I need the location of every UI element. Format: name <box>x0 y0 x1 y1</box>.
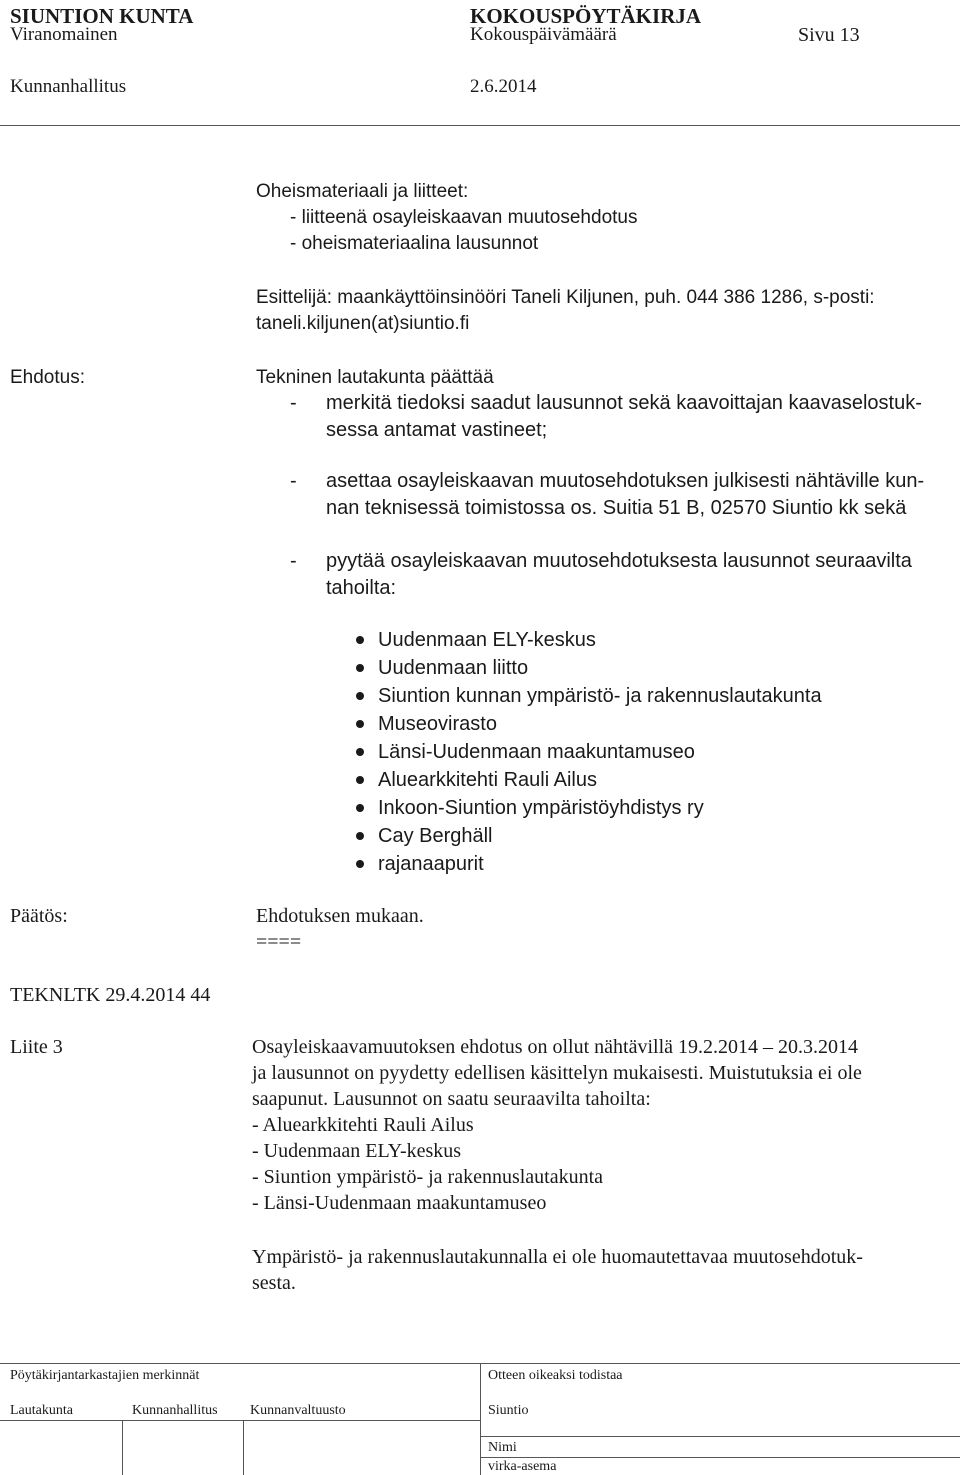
footer-row-line <box>480 1457 960 1458</box>
footer-body: Kunnanvaltuusto <box>250 1403 346 1418</box>
authority-name: Kunnanhallitus <box>10 76 127 97</box>
document-type: KOKOUSPÖYTÄKIRJA <box>470 4 702 28</box>
statement-item: - Länsi-Uudenmaan maakuntamuseo <box>252 1192 547 1214</box>
statement-item: - Aluearkkitehti Rauli Ailus <box>252 1114 474 1136</box>
footer-row-line <box>0 1420 480 1421</box>
appendix-line: saapunut. Lausunnot on saatu seuraavilta tahoilta: <box>252 1088 651 1110</box>
list-item: Siuntion kunnan ympäristö- ja rakennuslautakunta <box>352 682 822 710</box>
proposal-item-line: asettaa osayleiskaavan muutosehdotuksen julkisesti nähtäville kun- <box>326 470 925 492</box>
statement-item: - Uudenmaan ELY-keskus <box>252 1140 462 1162</box>
consulted-bodies-list <box>352 626 822 878</box>
proposal-item-line: merkitä tiedoksi saadut lausunnot sekä kaavoittajan kaavaselostuk- <box>326 392 922 414</box>
meeting-date-label: Kokouspäivämäärä <box>470 24 617 45</box>
appendix-label: Liite 3 <box>10 1036 63 1058</box>
org-name: SIUNTION KUNTA <box>10 4 194 28</box>
decision-label: Päätös: <box>10 905 68 927</box>
certified-copy-title: Otteen oikeaksi todistaa <box>488 1368 623 1383</box>
footer-cell-line <box>122 1420 123 1475</box>
presenter-line: Esittelijä: maankäyttöinsinööri Taneli Kiljunen, puh. 044 386 1286, s-posti: <box>256 287 875 308</box>
dash: - <box>290 392 297 414</box>
footer-title-label: virka-asema <box>488 1459 557 1474</box>
list-item: Aluearkkitehti Rauli Ailus <box>352 766 822 794</box>
proposal-intro: Tekninen lautakunta päättää <box>256 367 494 388</box>
decision-marker: ==== <box>256 931 302 953</box>
footer-row-line <box>480 1436 960 1437</box>
dash: - <box>290 470 297 492</box>
closing-line: sesta. <box>252 1272 296 1294</box>
footer-divider <box>480 1363 481 1475</box>
attachment-item: - liitteenä osayleiskaavan muutosehdotus <box>290 207 638 228</box>
list-item: Museovirasto <box>352 710 822 738</box>
dash: - <box>290 550 297 572</box>
list-item: Inkoon-Siuntion ympäristöyhdistys ry <box>352 794 822 822</box>
attachments-title: Oheismateriaali ja liitteet: <box>256 181 469 202</box>
proposal-item-line: sessa antamat vastineet; <box>326 419 548 441</box>
proposal-item-line: nan teknisessä toimistossa os. Suitia 51 B, 02570 Siuntio kk sekä <box>326 497 907 519</box>
statement-item: - Siuntion ympäristö- ja rakennuslautakunta <box>252 1166 604 1188</box>
list-item: Uudenmaan liitto <box>352 654 822 682</box>
presenter-email: taneli.kiljunen(at)siuntio.fi <box>256 313 470 334</box>
proposal-item-line: pyytää osayleiskaavan muutosehdotuksesta lausunnot seuraavilta <box>326 550 912 572</box>
appendix-line: ja lausunnot on pyydetty edellisen käsittelyn mukaisesti. Muistutuksia ei ole <box>252 1062 862 1084</box>
footer-body: Kunnanhallitus <box>132 1403 218 1418</box>
page-number: Sivu 13 <box>798 24 860 46</box>
proposal-item-line: tahoilta: <box>326 577 397 599</box>
footer-cell-line <box>243 1420 244 1475</box>
footer-place: Siuntio <box>488 1403 529 1418</box>
closing-line: Ympäristö- ja rakennuslautakunnalla ei ole huomautettavaa muutosehdotuk- <box>252 1246 863 1268</box>
footer-body: Lautakunta <box>10 1403 73 1418</box>
meeting-reference: TEKNLTK 29.4.2014 44 <box>10 984 211 1006</box>
reviewers-notes-title: Pöytäkirjantarkastajien merkinnät <box>10 1368 200 1383</box>
header-divider <box>0 125 960 126</box>
footer-name-label: Nimi <box>488 1440 517 1455</box>
list-item: Cay Berghäll <box>352 822 822 850</box>
attachment-item: - oheismateriaalina lausunnot <box>290 233 539 254</box>
appendix-line: Osayleiskaavamuutoksen ehdotus on ollut nähtävillä 19.2.2014 – 20.3.2014 <box>252 1036 859 1058</box>
authority-label: Viranomainen <box>10 24 118 45</box>
proposal-label: Ehdotus: <box>10 367 85 388</box>
decision-text: Ehdotuksen mukaan. <box>256 905 424 927</box>
list-item: Länsi-Uudenmaan maakuntamuseo <box>352 738 822 766</box>
list-item: rajanaapurit <box>352 850 822 878</box>
list-item: Uudenmaan ELY-keskus <box>352 626 822 654</box>
meeting-date: 2.6.2014 <box>470 76 537 97</box>
